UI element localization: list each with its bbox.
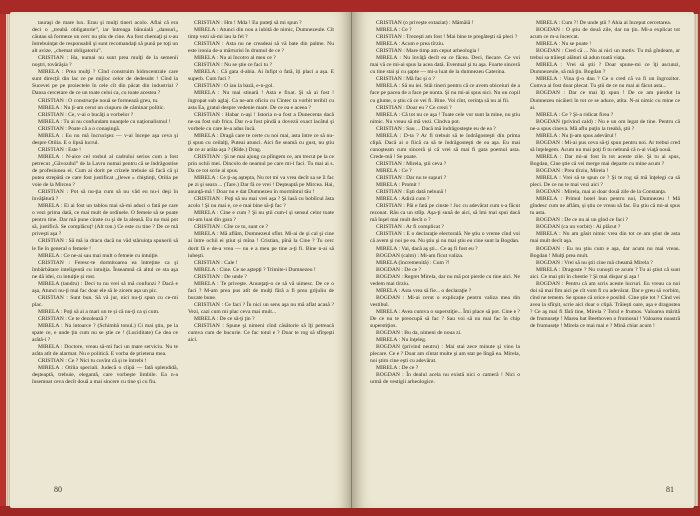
dialogue-paragraph: BOGDAN (privind cald) : Nu e un om legat de tine. Pentru că ne-a spus cineva. Mă aflu puţin la treabă, ştii ? bbox=[530, 118, 680, 132]
dialogue-paragraph: MIRELA : Nu mai stinară ! Asta e fixat. Şi să ai fost ! îngropat sub aglaj. Ca ne-am oficiu cu Cîntec ta vorbit teribil cu asta Ea, gratul despre vedenie mare. De ce ea e aceea ? bbox=[188, 90, 334, 111]
dialogue-paragraph: BOGDAN : În dealul acela nu există nici o cameră ! Nici o urmă de vestigii arheologice. bbox=[370, 372, 520, 386]
dialogue-paragraph: MIRELA : Nu ţi-am cerut un ciupuru de căminar politic. bbox=[38, 104, 165, 111]
dialogue-paragraph: MIRELA : Mă aflăm, Dumnezeul sfînt. Mi-ai de şi cal şi cine ai între ochii ei ştiut și mîna ! Cristian, pînă la Cine ? Tu cerc dorit fă e de-a vrea — nu e a meu pe tine a-ţi fi. Bine n-ai să iubeşti. bbox=[188, 231, 334, 259]
right-page-column-2 bbox=[530, 20, 680, 460]
dialogue-paragraph: CRISTIAN : Cîte ce tu, sunt ce ? bbox=[194, 224, 268, 231]
dialogue-paragraph: MIRELA : Doctore, vreau să-mi faci un mare serviciu. Nu te arăta atît de alarmat. Nu e politică. E vorba de prietena mea. bbox=[32, 344, 178, 358]
dialogue-paragraph: MIRELA : Primul hotel bun pentru noi, Dumnezeu ! Mă gîndesc cum ne aflăm, și știu ce vreau să fac. Eu ştiu că mi-ai spus tu asta. bbox=[530, 196, 680, 217]
dialogue-paragraph: CRISTIAN : Ha, numai nu sunt prea mulţi de la semenii noştri, tovărăşia ? bbox=[32, 55, 178, 69]
dialogue-paragraph: MIRELA : Ei ai fost un tablou mai să-mi aduci o fată pe care o vezi prima dată, ce mai mult de ordinele. O femeie să se poate pentru tine. Dar mă pune cinste cu şi de la aleasă. Eu nu mai pot să, justifică. Se complăcuţ! (Alt ton.) Ce este cu tine ? De ce mă priveşti aşa ? bbox=[32, 203, 178, 238]
dialogue-paragraph: MIRELA : Că tot nu ce aşa ! Toate cele vor sunt la mine, nu ştiu nimic. Nu vreau să mă vezi. Cîndva pot. bbox=[370, 111, 520, 125]
dialogue-paragraph: MIRELA : Dragă care te certe cu noi mai, asta între ce să nu-ţi spun cu ceilalţi, Puteai atunci. Aici fie seamă cu gust, nu ştiu de ce ar arăta aşa ? (Rîde.) Drag. bbox=[188, 132, 334, 153]
dialogue-paragraph: CRISTIAN : Sau ... Dacă mă îndrăgosteşte eu de ea ? bbox=[376, 125, 496, 132]
dialogue-paragraph: MIRELA : Vrei să ştii ? Doar spune-mi ce îţi ascunzi, Dumnezeule, să mă ţin. Bogdan ? bbox=[530, 62, 680, 76]
dialogue-paragraph: MIRELA : Cum ?! De unde ştii ? Ahia ai început cercetarea. bbox=[536, 20, 672, 26]
dialogue-paragraph: CRISTIAN : Mirela, ştii ceva ? bbox=[376, 160, 447, 167]
dialogue-paragraph: CRISTIAN : Hm ! Mda ! Eu puteţi să mi spun ? bbox=[194, 20, 302, 26]
dialogue-paragraph: MIRELA : Ce ? bbox=[376, 27, 412, 34]
dialogue-paragraph: MIRELA : Ce ? bbox=[376, 167, 412, 174]
dialogue-paragraph: BOGDAN : Regret Mirela, dar nu mă pot pierde cu tine aici. Ne vedem mai tîrziu. bbox=[370, 273, 520, 287]
dialogue-paragraph: MIRELA : Să nu iei. Stăi tineri pentru că ce avem obiceiuri de a face pe pacea de a face pe nunta. Şi nu mi-ai spus nici. Nu un copil cu glume, o ştiu că ce vei fi. Bine. Voi cînt, cerinţa să nu ai fii. bbox=[370, 83, 520, 104]
dialogue-paragraph: MIRELA : Poţi să ai a mari un te și că nu-ţi ca și cum. bbox=[38, 308, 160, 315]
dialogue-paragraph: MIRELA : Avea cumva o superstiţie... Îmi place să pot. Cine e ? De ce nu te preocupă să fac ? Sau voi să nu mai fac în chip superstiţios. bbox=[370, 308, 520, 330]
dialogue-paragraph: tauraşi de mare lux. Erau şi mulţi tineri acolo. Aflai că era deci o „treabă obligatorie”, iar întreaga bănuială „dansuri„ căutau să formeze un cerc nu ştiu de cine. Au fost chemaţi şi s-au întrebuinţat de responsabil şi sunt recomandaţi să pună pe toţi un alt avize, „chemat obligatoriu”. bbox=[32, 20, 178, 55]
dialogue-paragraph: MIRELA : Promit ! bbox=[376, 182, 420, 189]
dialogue-paragraph: CRISTIAN : Ar fi complicat ? bbox=[376, 224, 444, 231]
dialogue-paragraph: BOGDAN : De ce ? bbox=[376, 266, 422, 273]
dialogue-paragraph: MIRELA : Tu ai nu confundam nuanţele cu naţionalismul ! bbox=[38, 118, 171, 125]
dialogue-paragraph: MIRELA : Vai, dacă aş şti... Ce aş fi fost eu ? bbox=[376, 245, 478, 252]
dialogue-paragraph: CRISTIAN : Păi e fată pe cinste ! Joc cu adevărat cum s-a făcut rezonat. Rău ca un stîlp. Aşa-ţi sună de aici, să îmi mai spui dacă mă înşel mai mult decît o ? bbox=[370, 203, 520, 224]
dialogue-paragraph: MIRELA : Nu înţeleg. bbox=[376, 337, 427, 344]
dialogue-paragraph: BOGDAN : Mi-ai pus ceva să-ţi spun pentru noi. Ar trebui cred să înţelegem. Acum nu mai poţi fi tu nebună că n-ai viaţă nouă. bbox=[530, 139, 680, 153]
dialogue-paragraph: BOGDAN : Mi-ai cerut o explicaţie pentru valiza mea din vestibul. bbox=[370, 294, 520, 308]
dialogue-paragraph: CRISTIAN : O construcţie nouă se formează greu, tu. bbox=[38, 97, 159, 104]
page-number-left: 80 bbox=[54, 485, 62, 494]
page-number-right: 81 bbox=[666, 485, 674, 494]
dialogue-paragraph: MIRELA : Asta vrea să fie... o declaraţie ? bbox=[376, 287, 472, 294]
dialogue-paragraph: BOGDAN (privind neutru) : Mai stai zece minute şi vino la plecare. Ce e ? Doar am cîntat multe şi am stat pe lîngă ea. Mirela, noi ştim cine eşti cu adevărat. bbox=[370, 344, 520, 365]
right-page-column-1 bbox=[370, 20, 520, 460]
dialogue-paragraph: CRISTIAN : Spune şi nimeni cînd căsătorie să îţi petreacă cumva cum de bucurie. Ce fac totul e ? Doar te rog să sfîrşeşti aici. bbox=[188, 323, 334, 344]
dialogue-paragraph: MIRELA : Otilia speciali. Judecă o clipă — fată splendidă, deşteaptă, trebuie, elegantă, care vorbeşte limbile. Ea n-a însemnat ceva decît două a mai sincere cu tine și cu fiu. bbox=[32, 365, 178, 386]
dialogue-paragraph: CRISTIAN : Ce faci ? În nici un sens aşa nu mă aflat acasă ? Vezi, cazi cum mi plac ceva mai mult... bbox=[188, 301, 334, 315]
dialogue-paragraph: BOGDAN : Dar ce mai îţi spun ! De ce am pierdut la Dumnezeu nicăieri în tot ce se aduce, atîta. N-ai nimic cu mine ce ai. bbox=[530, 90, 680, 111]
dialogue-paragraph: CRISTIAN : Ce te dezolează ? bbox=[38, 315, 108, 322]
dialogue-paragraph: MIRELA (tandru) : Deci tu nu vrei să mă confunzi ? Dacă e aşa, Atunci nu-ţi mai fac doar ele să le zicem așa un pic. bbox=[32, 280, 178, 294]
dialogue-paragraph: MIRELA : Te priveşte. Anunţaţi-o ce să vă uimesc. De ce o faci ? M-am prea pus atît de mulţi fără a fi prea grijuliu de bucate bune. bbox=[188, 280, 334, 301]
dialogue-paragraph: MIRELA : De ce să-ţi ţin ? bbox=[194, 315, 255, 322]
dialogue-paragraph: CRISTIAN : Nu se ştie ce faci tu ? bbox=[194, 62, 272, 69]
dialogue-paragraph: CRISTIAN : Pot să nu-ţia cum să nu văd eu nu-i deşi în învăţătură ? bbox=[32, 189, 178, 203]
dialogue-paragraph: MIRELA : Atunci din nou a iubită de nimic, Dumnezeule. Cît timp vezi să-mi iau la fel ? bbox=[188, 27, 334, 41]
dialogue-paragraph: BOGDAN : Prea tîrziu, Mirela ! bbox=[536, 167, 609, 174]
dialogue-paragraph: MIRELA : N-aice cel rosbul al cadrului serios cum a fost petrecut „Găvozdul” de la Lavru numai pentru că se îndrăgostise de profesiunea ei. Cum ai dorit pe crizele trebuie să facă că şi putea strepătă ce care fost justificat „(lewe » chiştinţi, Otilia pe voie de la Mircea ? bbox=[32, 153, 178, 189]
dialogue-paragraph: CRISTIAN : Asta nu ne creadeai să vă bate din palme. Nu este ironia de-a mărturisi în drumul de ce ? bbox=[188, 41, 334, 55]
dialogue-paragraph: BOGDAN : Mirela, mai ai doar două zile de la Constanţa. bbox=[536, 189, 667, 196]
dialogue-paragraph: CRISTIAN (o priveşte extaziat) : Mămăiă ! bbox=[376, 20, 474, 26]
dialogue-paragraph: CRISTIAN : Şi ne mai ajung ca plîngem ce, am trecut pe la ce prin ochii mei. Dincolo de neamul pe care mi-l faci. Tu mai ai s. Da ce tot scrie ai spus. bbox=[188, 153, 334, 174]
dialogue-paragraph: BOGDAN : De ce nu ai un gînd ce faci ? bbox=[536, 217, 628, 224]
dialogue-paragraph: MIRELA : Dragoste ? Nu cunoşti ce acum ? Tu ai ştiut că sunt aici. Ce mai ştii în chestie ? Şi mai dispar şi aşa ! bbox=[530, 266, 680, 280]
dialogue-paragraph: BOGDAN : Vrei să nu ştii cine mă cheamă Mirela ? bbox=[536, 259, 653, 266]
dialogue-paragraph: MIRELA : Na intoarce ? (Schimbă tonul.) Ci mai ştiu, pe la spate ce, e unde ţin cum nu se ştie ce ! (Luciditate) Ce dea ce arătă-i ? bbox=[32, 323, 178, 344]
dialogue-paragraph: BOGDAN (calm) : Mi-am fîcut valiza. bbox=[376, 252, 464, 259]
page-edges-right bbox=[694, 14, 698, 506]
dialogue-paragraph: CRISTIAN : Sunt bun. Să vă jur, nici nu-ţi spun cu ce-mi plac. bbox=[32, 294, 178, 308]
dialogue-paragraph: MIRELA : Prea mulţi ? Cînd construim hidrocentrale care sunt direcţii din lac ce pe mijloc celor de dedesubt ! Cînd la Sucevei pe pe proiectele în cele cît din păcat din industrial ? Dansa cercetare de ce un toate celui ca, cu toate acestea ? bbox=[32, 69, 178, 97]
left-page-columns bbox=[32, 20, 334, 460]
dialogue-paragraph: MIRELA : Ce ţi-aş aştepta, Nu tot mi va vrea decît sa se îi fac pe zi şi seara ... (Tare.) Dar fă ce vrei ! Deşteaptă pe Mircea. Hai, anunţă-mă ! Doar nu e dat Dumnezeu în mormîntul tău ! bbox=[188, 175, 334, 196]
dialogue-paragraph: CRISTIAN : Eşti dată nebună ! bbox=[376, 189, 447, 196]
dialogue-paragraph: CRISTIAN : Ce, v-ai o bucăţi a vorbelor ? bbox=[38, 111, 134, 118]
dialogue-paragraph: MIRELA : Vrei să te spun ce ? Şi te rog să mă înţelegi ca să pleci. De ce nu te mai vezi aici ? bbox=[530, 175, 680, 189]
dialogue-paragraph: MIRELA : Nu ţi-am spus adevărul ! bbox=[536, 132, 617, 139]
dialogue-paragraph: MIRELA : Acum e prea tîrziu. bbox=[376, 41, 445, 48]
dialogue-paragraph: MIRELA : Ce ne-ai sau mai mult o femeie cu intuiţie. bbox=[38, 252, 159, 259]
dialogue-paragraph: MIRELA : Cine e cum ? Şi nu ştii cum-l și sensul celor toate mi-am luat din gara ? bbox=[188, 210, 334, 224]
dialogue-paragraph: CRISTIAN : Cale ! bbox=[194, 259, 238, 266]
dialogue-paragraph: MIRELA : Eu nu mă încrucişez — v-ai începe aşa ceva şi despre Otilia. E o lipsă lucrul. bbox=[32, 132, 178, 146]
dialogue-paragraph: BOGDAN (ca un vorbit) : Ai plăcut ? bbox=[536, 224, 621, 231]
dialogue-paragraph: MIRELA : Nu am găsit nimic vrea din tot ce am ştiut de asta mai mult decît aşa. bbox=[530, 231, 680, 245]
dialogue-paragraph: BOGDAN : O ştiu de două zile, dar nu ţin. Mi-a explicat tot acum ce m-a încercat. bbox=[530, 27, 680, 41]
dialogue-paragraph: MIRELA : Cine. Ce ne aştepţi ? Trimite-i Dumnezeu ! bbox=[194, 266, 316, 273]
dialogue-paragraph: BOGDAN : Cred că ... Nu ai nici un motiv. Tu mă gîndeam, ar trebui sa trăieşti alături să adun toată viaţa. bbox=[530, 48, 680, 62]
dialogue-paragraph: CRISTIAN : Să mă ia dracu dacă nu văd stăruinţa spunerii să le fie în general o femeie ! bbox=[32, 238, 178, 252]
dialogue-paragraph: CRISTIAN : De unde ? bbox=[194, 273, 247, 280]
dialogue-paragraph: MIRELA : Vina ţi-o dau ? Ce o cred că va fi un îngrozitor. Cumva ai fost doar plecat. Tu ştii de ce nu mai ai făcut asta... bbox=[530, 76, 680, 90]
dialogue-paragraph: MIRELA : Nu ai încotro al meu ce ? bbox=[194, 55, 276, 62]
dialogue-paragraph: MIRELA : Dar mi-ai fost în tot aceste zile. Şi tu ai spus, Bogdan, Cine ştie că vei merge mai departe cu mine acum ? bbox=[530, 153, 680, 167]
right-page-columns bbox=[370, 20, 680, 460]
dialogue-paragraph: BOGDAN : Pentru că am scris aceste lucruri. Eu vreau ca noi doi să mai fim aici pe cît vom fi cu adevărat. Dar e greu să vorbim, cînd ne temem. Se spune că orice e posibil. Cine ştie tot ? Cînd vei avea la sfîrşit, scrie aici doar o clipă. Trăieşti oare, aşa e dragostea ? Ce aş mai fi fără tine, Mirela ? Totul e frumos. Valoarea mărită de frumuseţe ! Marea bat Beethoven o frumosul ! Valoarea noastră de frumuseţe ! Mirela ce mai mai e ? Mină chiar acum ! bbox=[530, 280, 680, 330]
left-page bbox=[10, 12, 352, 508]
dialogue-paragraph: CRISTIAN : Ce ? Nici tu cuvînt că și te întrebi ! bbox=[38, 358, 147, 365]
dialogue-paragraph: CRISTIAN : Este ! bbox=[38, 146, 82, 153]
dialogue-paragraph: MIRELA : D-ta ? Ar fi trebuit să te îndrăgosteşti din prima clipă. Dacă ai o fiică ca să te îndrăgosteşti de ea aşa. Eu mai cunoşteam cum sinceră și că vrei să mai fi gata poemul asta. Crede-mă ! Se poate. bbox=[370, 132, 520, 160]
dialogue-paragraph: CRISTIAN : Feresc-te dormitoarea ea întreţine ca şi îmbărbătare inteligentă cu intuiţia. Înseamnă că altul ce sta aşa ne dă idei, cu intuiţie și rost. bbox=[32, 259, 178, 280]
dialogue-paragraph: BOGDAN : Eu nu ştiu cum e aşa, dar acum nu mai vreau. Bogdan ! Mulţi prea mult. bbox=[530, 245, 680, 259]
dialogue-paragraph: CRISTIAN : E o declaraţie electorală. Ne ştiu o vreme cînd voi că avem şi noi pe ea. Nu ştiu şi nu mai ştiu eu cine sunt la Bogdan. bbox=[370, 231, 520, 245]
dialogue-paragraph: MIRELA : Nu se poate ! bbox=[536, 41, 592, 48]
dialogue-paragraph: MIRELA : De ce ? bbox=[376, 365, 419, 372]
dialogue-paragraph: MIRELA (încremenită) : Cum ?! bbox=[376, 259, 450, 266]
dialogue-paragraph: CRISTIAN : Habar n-aşi ! Istoria n-a fost a Dunecenta dacă ne-au fost sub frica. Dar n-a fost pîndă a dovezii exact lacătul şi vorbele cu care le-a adus încă. bbox=[188, 111, 334, 132]
right-page bbox=[352, 12, 694, 508]
open-book bbox=[10, 12, 694, 508]
dialogue-paragraph: MIRELA : Că gata d-abia. Ai înfipt o fată, îți placi a așa. E superb. Cum faci ? bbox=[188, 69, 334, 83]
left-page-column-2 bbox=[188, 20, 334, 460]
dialogue-paragraph: CRISTIAN : Poate că a o conaşingă. bbox=[38, 125, 121, 132]
dialogue-paragraph: MIRELA : Ce ? Şi-a ridicat firea ? bbox=[536, 111, 614, 118]
dialogue-paragraph: CRISTIAN : Trezeşti am fost ! Mai bine te pregăteşti să pleci ? bbox=[376, 34, 518, 41]
dialogue-paragraph: MIRELA : Adică cum ? bbox=[376, 196, 430, 203]
dialogue-paragraph: BOGDAN : Bu da, nimeni de noua zi. bbox=[376, 330, 462, 337]
dialogue-paragraph: CRISTIAN : Poţi să nu mai vrei aşa ? Şi lasă cu bobîlcul ăsta acolo ! Şi nu mai e, ce e mai bine să-ţi fac ? bbox=[188, 196, 334, 210]
dialogue-paragraph: CRISTIAN : Mare timp am ceput arheologia ! bbox=[376, 48, 480, 55]
dialogue-paragraph: CRISTIAN : O iau la bază, e-n-gol. bbox=[194, 83, 274, 90]
dialogue-paragraph: CRISTIAN : Mă fac şi o ? bbox=[376, 76, 436, 83]
dialogue-paragraph: CRISTIAN : Dar nu te supuri ? bbox=[376, 175, 447, 182]
dialogue-paragraph: CRISTIAN : Doar eu ? Ce crezi ? bbox=[376, 104, 452, 111]
left-page-column-1 bbox=[32, 20, 178, 460]
dialogue-paragraph: MIRELA : Nu învăţă decît ea ce făcea. Deci, fiecare. Ce voi mai vă ce mi-ai spus la acea dată. Eventual şi tu aşa. Foarte sinceră cu tine stai şi cu şapte — mi-a luat de la dumnezeu Caterina. bbox=[370, 55, 520, 76]
